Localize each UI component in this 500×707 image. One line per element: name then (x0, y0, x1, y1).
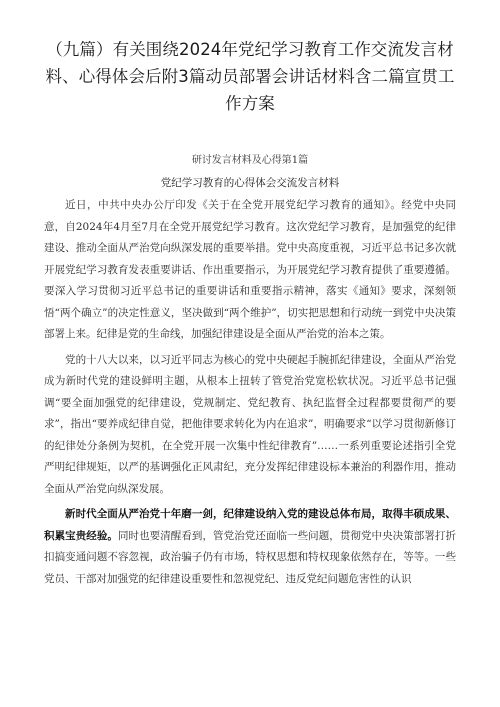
paragraph-1: 近日，中共中央办公厅印发《关于在全党开展党纪学习教育的通知》。经党中央同意，自2024年4月至7月在全党开展党纪学习教育。这次党纪学习教育，是加强党的纪律建设、推动全面从严治党向纵深发展的重要举措。党中央高度重视，习近平总书记多次就开展党纪学习教育发表重要讲话、作出重要指示，为开展党纪学习教育提供了重要遵循。要深入学习贯彻习近平总书记的重要讲话和重要指示精神，落实《通知》要求，深刻领悟“两个确立”的决定性意义，坚决做到“两个维护”，切实把思想和行动统一到党中央决策部署上来。纪律是党的生命线，加强纪律建设是全面从严治党的治本之策。 (44, 199, 456, 340)
article-title: 党纪学习教育的心得体会交流发言材料 (160, 177, 340, 189)
paragraph-2: 党的十八大以来，以习近平同志为核心的党中央硬起手腕抓纪律建设，全面从严治党成为新时代党的建设鲜明主题，从根本上扭转了管党治党宽松软状况。习近平总书记强调“要全面加强党的纪律建设，党规制定、党纪教育、执纪监督全过程都要贯彻严的要求”，指出“要养成纪律自觉，把他律要求转化为内在追求”，明确要求“以学习贯彻新修订的纪律处分条例为契机，在全党开展一次集中性纪律教育”……一系列重要论述指引全党严明纪律规矩，以严的基调强化正风肃纪，充分发挥纪律建设标本兼治的利器作用，推动全面从严治党向纵深发展。 (44, 353, 456, 495)
document-title: （九篇）有关围绕2024年党纪学习教育工作交流发言材料、心得体会后附3篇动员部署会讲话材料含二篇宣贯工作方案 (45, 40, 455, 113)
section-label: 研讨发言材料及心得第1篇 (191, 155, 309, 166)
paragraph-3 (44, 504, 456, 590)
paragraph-3-bold-lead: 新时代全面从严治党十年磨一剑，纪律建设纳入党的建设总体布局，取得丰硕成果、积累宝贵经验。 (44, 508, 456, 542)
paragraph-3-body: 同时也要清醒看到，管党治党还面临一些问题，贯彻党中央决策部署打折扣搞变通问题不容忽视，政治骗子仍有市场，特权思想和特权现象依然存在，等等。一些党员、干部对加强党的纪律建设重要性和忽视党纪、违反党纪问题危害性的认识 (44, 529, 457, 585)
